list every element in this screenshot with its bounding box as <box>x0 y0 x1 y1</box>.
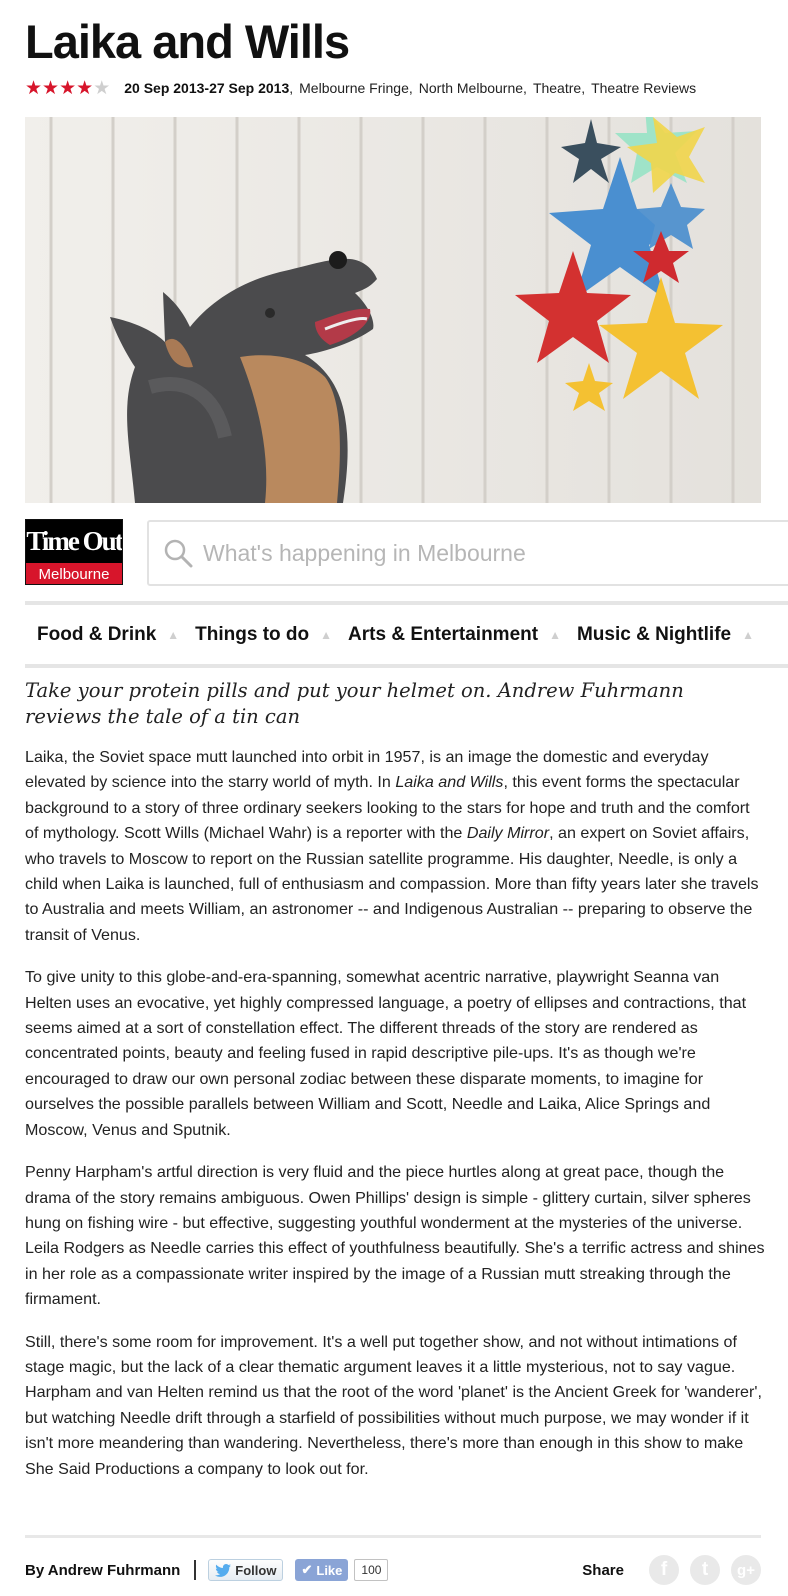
tag-link-north-melbourne[interactable]: North Melbourne <box>418 80 524 96</box>
article-paragraph: To give unity to this globe-and-era-spanning, somewhat acentric narrative, playwright Seanna van Helten uses an evocative, yet highly compressed language, a poetry of ellipses and contractions, that seems aimed at a sort of constellation effect. The different threads of the story are rendered as concentrated points, beauty and feeling fused in rapid descriptive pile-ups. It's as though we're encouraged to draw our own personal zodiac between these disparate moments, to imagine for ourselves the possible parallels between William and Scott, Needle and Laika, Alice Springs and Moscow, Venus and Sputnik. <box>25 968 747 1139</box>
hero-image <box>25 117 761 503</box>
logo-city: Melbourne <box>26 563 122 585</box>
nav-item-music-nightlife[interactable] <box>577 624 758 646</box>
triangle-up-icon: ▲ <box>167 628 180 642</box>
twitter-follow-button[interactable] <box>208 1559 283 1581</box>
star-icon: ★ <box>76 77 94 99</box>
tag-link-theatre-reviews[interactable]: Theatre Reviews <box>591 80 697 96</box>
text-run: , this event forms the spectacular background to a story of three ordinary seekers looking to the stars for hope and truth and the comfort of mythology. Scott Wills (Michael Wahr) is a reporter with the <box>25 773 750 843</box>
tag-link-theatre[interactable]: Theatre <box>532 80 582 96</box>
meta-separator: , <box>408 80 413 96</box>
dog-with-paper-stars-illustration <box>25 117 761 503</box>
standfirst: Take your protein pills and put your helmet on. Andrew Fuhrmann reviews the tale of a tin can <box>25 679 684 728</box>
italic-title: Laika and Wills <box>395 773 504 792</box>
byline: By Andrew Fuhrmann <box>25 1561 181 1579</box>
meta-separator: , <box>289 80 294 96</box>
review-meta <box>25 78 696 98</box>
event-dates: 20 Sep 2013-27 Sep 2013 <box>124 80 290 96</box>
meta-separator: , <box>581 80 586 96</box>
like-label: Like <box>316 1562 343 1578</box>
meta-separator: , <box>523 80 527 96</box>
nav-bottom-rule <box>25 664 788 668</box>
nav-item-arts-entertainment[interactable] <box>348 624 565 646</box>
article-paragraph: Still, there's some room for improvement. It's a well put together show, and not without intimations of stage magic, but the lack of a clear thematic argument leaves it a little mysterious, not to say vague. Harpham and van Helten remind us that the root of the word 'planet' is the Ancient Greek for 'wanderer', but watching Needle drift through a starfield of possibilities without much purpose, we may wonder if it isn't more meandering than wandering. Nevertheless, there's more than enough in this show to make She Said Productions a company to look out for. <box>25 1332 762 1478</box>
star-icon: ★ <box>25 77 43 99</box>
triangle-up-icon: ▲ <box>549 628 561 642</box>
facebook-like-button[interactable] <box>295 1559 348 1581</box>
search-box[interactable] <box>147 520 788 586</box>
nav-item-label: Music & Nightlife <box>576 624 732 645</box>
italic-title: Daily Mirror <box>466 824 550 843</box>
divider <box>194 1560 196 1580</box>
search-input[interactable] <box>203 540 763 567</box>
twitter-bird-icon <box>215 1564 231 1577</box>
article-footer <box>25 1553 761 1587</box>
nav-item-label: Things to do <box>195 624 310 645</box>
footer-rule <box>25 1535 761 1538</box>
thumbs-up-icon: ✔ <box>301 1562 313 1577</box>
search-icon[interactable] <box>163 538 193 568</box>
nav-item-label: Food & Drink <box>37 624 157 645</box>
star-icon: ★ <box>59 77 77 99</box>
facebook-share-icon[interactable]: f <box>649 1555 679 1585</box>
logo-wordmark: Time Out <box>26 520 122 563</box>
share-label: Share <box>582 1561 624 1579</box>
star-rating <box>25 79 110 98</box>
main-nav <box>25 620 788 650</box>
google-plus-share-icon[interactable]: g+ <box>731 1555 761 1585</box>
follow-label: Follow <box>235 1562 277 1578</box>
like-count: 100 <box>354 1559 388 1581</box>
text-run: Laika, the Soviet space mutt launched into orbit in 1957, is an image the domestic and everyday elevated by science into the starry world of myth. In <box>25 748 709 792</box>
article-paragraph: Penny Harpham's artful direction is very fluid and the piece hurtles along at great pace, though the drama of the story remains ambiguous. Owen Phillips' design is simple - glittery curtain, silver spheres hung on fishing wire - but effective, suggesting youthful wonderment at the mysteries of the universe. Leila Rodgers as Needle carries this effect of youthfulness beautifully. She's a terrific actress and shines in her role as a compassionate writer inspired by the image of a Russian mutt streaking through the firmament. <box>25 1163 765 1309</box>
nav-top-rule <box>25 601 788 605</box>
page-title: Laika and Wills <box>25 15 350 68</box>
article-body <box>25 745 765 1499</box>
nav-item-food-drink[interactable] <box>37 624 183 646</box>
timeout-melbourne-logo[interactable] <box>25 519 123 585</box>
twitter-share-icon[interactable]: t <box>690 1555 720 1585</box>
triangle-up-icon: ▲ <box>742 628 754 642</box>
tag-link-melbourne-fringe[interactable]: Melbourne Fringe <box>299 80 409 96</box>
nav-item-things-to-do[interactable] <box>195 624 336 646</box>
nav-item-label: Arts & Entertainment <box>348 624 539 645</box>
star-icon: ★ <box>93 77 111 99</box>
text-run: , an expert on Soviet affairs, who travels to Moscow to report on the Russian satellite programme. His daughter, Needle, is only a child when Laika is launched, full of enthusiasm and compassion. More than fifty years later she travels to Australia and meets William, an astronomer -- and Indigenous Australian -- preparing to observe the transit of Venus. <box>25 824 759 944</box>
triangle-up-icon: ▲ <box>320 628 333 642</box>
star-icon: ★ <box>42 77 60 99</box>
article-paragraph <box>25 745 765 948</box>
